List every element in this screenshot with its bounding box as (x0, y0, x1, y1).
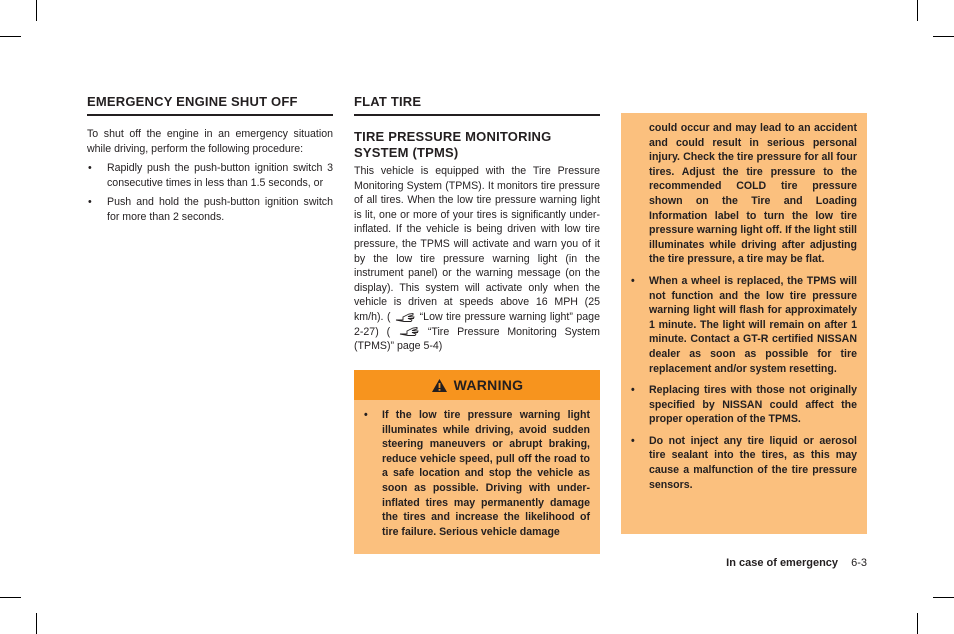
warning-list (621, 274, 867, 492)
reference-hand-icon (398, 326, 420, 337)
column-emergency-shutoff (87, 94, 333, 225)
list-item: • Push and hold the push-button ignition switch for more than 2 seconds. (87, 195, 333, 224)
page-reference[interactable]: “Tire Pressure Monitoring System (TPMS)” page 5-4) (354, 325, 600, 353)
warning-item: • Replacing tires with those not originally specified by NISSAN could affect the proper operation of the TPMS. (621, 383, 867, 427)
column-flat-tire (354, 94, 600, 354)
crop-mark (36, 0, 37, 21)
subheading-tpms: TIRE PRESSURE MONITORING SYSTEM (TPMS) (354, 129, 552, 160)
warning-box (354, 370, 600, 554)
crop-mark (933, 597, 954, 598)
page-footer (726, 557, 867, 569)
warning-item: • When a wheel is replaced, the TPMS will not function and the low tire pressure warning light will flash for approximately 1 minute. The light will remain on after 1 minute. Contact a GT-R certified NISSAN dealer as soon as possible for tire replacement and/or system resetting. (621, 274, 867, 376)
footer-section-title: In case of emergency (726, 557, 839, 569)
warning-item: • Do not inject any tire liquid or aerosol tire sealant into the tires, as this may cause a malfunction of the tire pressure sensors. (621, 434, 867, 492)
warning-header (354, 370, 600, 400)
procedure-list (87, 161, 333, 224)
intro-paragraph: To shut off the engine in an emergency situation while driving, perform the following procedure: (87, 128, 333, 155)
crop-mark (917, 613, 918, 634)
warning-item: • If the low tire pressure warning light illuminates while driving, avoid sudden steering maneuvers or abrupt braking, reduce vehicle speed, pull off the road to a safe location and stop the vehicle as soon as possible. Driving with under-inflated tires may permanently damage the tires and increase the likelihood of tire failure. Serious vehicle damage (354, 408, 600, 539)
page-number: 6-3 (851, 557, 867, 569)
crop-mark (36, 613, 37, 634)
list-item: • Rapidly push the push-button ignition switch 3 consecutive times in less than 1.5 seconds, or (87, 161, 333, 190)
section-heading-flat-tire: FLAT TIRE (354, 94, 600, 116)
warning-box-continued (621, 113, 867, 534)
reference-hand-icon (394, 312, 416, 323)
tpms-description: This vehicle is equipped with the Tire Pressure Monitoring System (TPMS). It monitors tire pressure of all tires. When the low tire pressure warning light is lit, one or more of your tires is significantly under-inflated. If the vehicle is being driven with low tire pressure, the TPMS will activate and warn you of it by the low tire pressure warning light (in the instrument panel) or the warning message (on the display). This system will activate only when the vehicle is driven at speeds above 16 MPH (25 km/h). (354, 165, 600, 323)
section-heading-emergency: EMERGENCY ENGINE SHUT OFF (87, 94, 333, 116)
crop-mark (917, 0, 918, 21)
crop-mark (0, 36, 21, 37)
warning-continuation: could occur and may lead to an accident and could result in serious personal injury. Check the tire pressure for all four tires. Adjust the tire pressure to the recommended COLD tire pressure shown on the Tire and Loading Information label to turn the low tire pressure warning light off. If the light still illuminates while driving after adjusting the tire pressure, a tire may be flat. (649, 122, 857, 266)
warning-title: WARNING (453, 377, 524, 393)
tpms-paragraph: This vehicle is equipped with the Tire Pressure Monitoring System (TPMS). It monitors tire pressure of all tires. When the low tire pressure warning light is lit, one or more of your tires is significantly under-inflated. If the vehicle is being driven with low tire pressure, the TPMS will activate and warn you of it by the low tire pressure warning light (in the instrument panel) or the warning message (on the display). This system will activate only when the vehicle is driven at speeds above 16 MPH (25 km/h). ( “Low tire pressure warning light” page 2-27) ( “Tire Pressure Monitoring System (TPMS)” page 5-4) (354, 165, 600, 353)
crop-mark (933, 36, 954, 37)
page-reference[interactable]: “Low tire pressure warning light” page 2-27) (354, 310, 600, 338)
warning-triangle-icon (431, 378, 448, 393)
crop-mark (0, 597, 21, 598)
warning-list (354, 408, 600, 539)
